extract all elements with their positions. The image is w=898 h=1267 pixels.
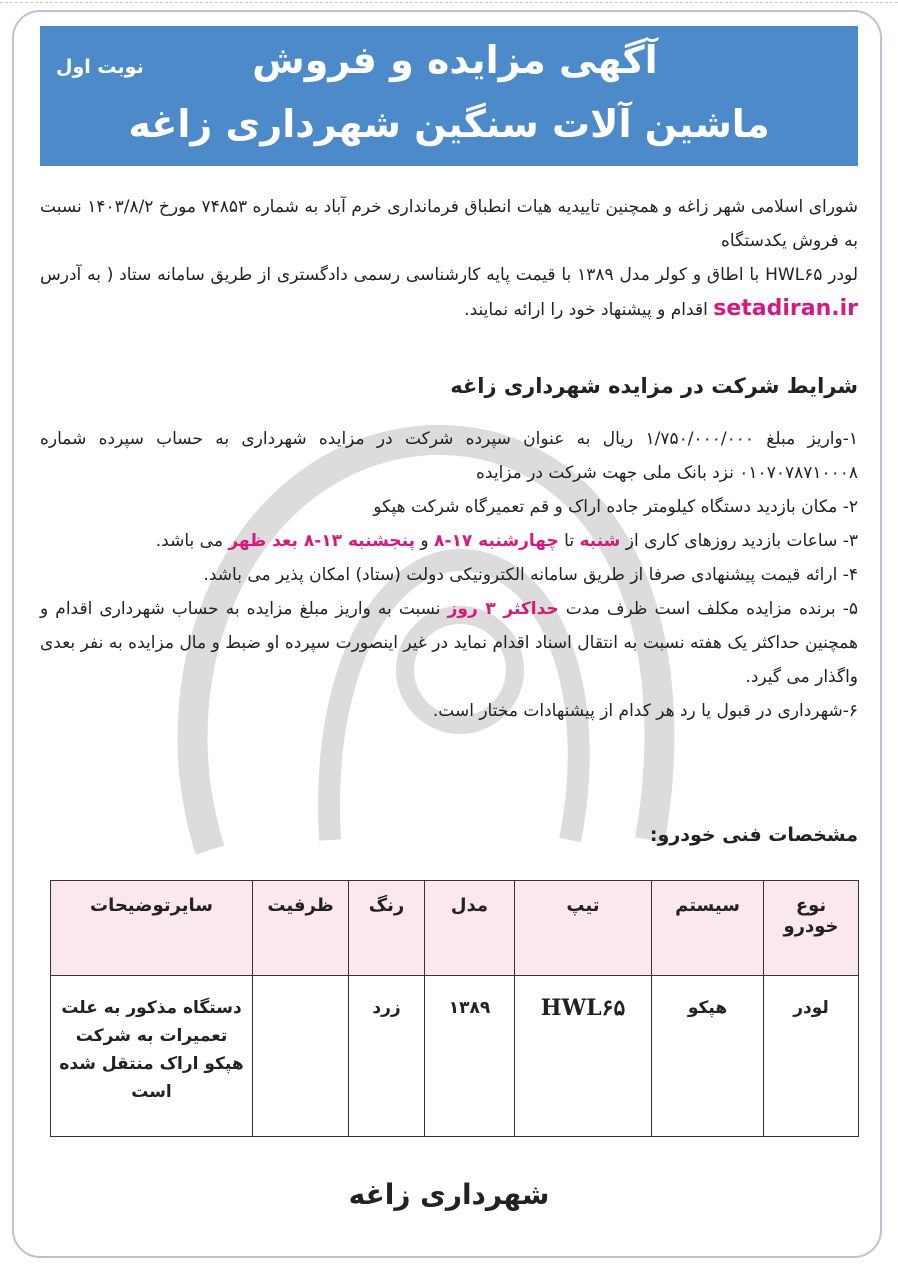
table-header-row — [51, 881, 859, 976]
cell-system: هپکو — [652, 976, 764, 1137]
condition-3-thursday: پنجشنبه ۱۳-۸ بعد ظهر — [228, 531, 416, 551]
header-cell-color: رنگ — [349, 881, 425, 976]
cell-type: لودر — [764, 976, 859, 1137]
header-cell-tip: تیپ — [515, 881, 652, 976]
cell-notes: دستگاه مذکور به علت تعمیرات به شرکت هپکو اراک منتقل شده است — [51, 976, 253, 1137]
top-dashed-line — [0, 2, 898, 3]
round-badge: نوبت اول — [56, 56, 144, 78]
header-cell-capacity: ظرفیت — [253, 881, 349, 976]
condition-3-end: می باشد. — [155, 531, 223, 551]
cell-color: زرد — [349, 976, 425, 1137]
condition-3 — [40, 524, 858, 558]
table-row — [51, 976, 859, 1137]
cell-tip: HWL۶۵ — [515, 976, 652, 1137]
condition-5-rest: نسبت به واریز مبلغ مزایده به حساب شهرداری اقدام و همچنین حداکثر یک هفته نسبت به انتقال اسناد اقدام نماید در غیر اینصورت سپرده او ضبط و مال مزایده به نفر بعدی واگذار می گیرد. — [40, 599, 858, 687]
header-banner — [40, 26, 858, 166]
title-line-1: آگهی مزایده و فروش — [252, 38, 658, 82]
condition-4: ۴- ارائه قیمت پیشنهادی صرفا از طریق سامانه الکترونیکی دولت (ستاد) امکان پذیر می باشد. — [203, 565, 858, 585]
conditions-heading: شرایط شرکت در مزایده شهرداری زاغه — [450, 374, 858, 398]
condition-3-to: تا — [564, 531, 575, 551]
condition-3-saturday: شنبه — [579, 531, 621, 551]
title-line-2: ماشین آلات سنگین شهرداری زاغه — [128, 102, 770, 146]
specs-heading: مشخصات فنی خودرو: — [649, 824, 858, 846]
condition-6: ۶-شهرداری در قبول یا رد هر کدام از پیشنهادات مختار است. — [432, 701, 858, 721]
condition-5 — [40, 592, 858, 694]
header-cell-notes: سایرتوضیحات — [51, 881, 253, 976]
header-cell-type: نوع خودرو — [764, 881, 859, 976]
condition-3-wednesday: چهارشنبه ۱۷-۸ — [434, 531, 559, 551]
specs-table — [50, 880, 859, 1137]
condition-3-and: و — [420, 531, 429, 551]
condition-3-text: ۳- ساعات بازدید روزهای کاری از — [625, 531, 858, 551]
condition-5-text: ۵- برنده مزایده مکلف است ظرف مدت — [565, 599, 859, 619]
cell-model: ۱۳۸۹ — [425, 976, 515, 1137]
intro-text-1: شورای اسلامی شهر زاغه و همچنین تاییدیه هیات انطباق فرمانداری خرم آباد به شماره ۷۴۸۵۳ مورخ ۱۴۰۳/۸/۲ نسبت به فروش یکدستگاه — [40, 197, 858, 251]
header-cell-system: سیستم — [652, 881, 764, 976]
intro-paragraph — [40, 190, 858, 327]
condition-1: ۱-واریز مبلغ ۱/۷۵۰/۰۰۰/۰۰۰ ریال به عنوان سپرده شرکت در مزایده شهرداری به حساب سپرده شماره ۰۱۰۷۰۷۸۷۱۰۰۰۸ نزد بانک ملی جهت شرکت در مزایده — [40, 429, 858, 483]
cell-capacity — [253, 976, 349, 1137]
header-cell-model: مدل — [425, 881, 515, 976]
conditions-list — [40, 422, 858, 728]
footer-signature: شهرداری زاغه — [348, 1178, 550, 1211]
intro-text-2: لودر HWL۶۵ با اطاق و کولر مدل ۱۳۸۹ با قیمت پایه کارشناسی رسمی دادگستری از طریق سامانه ستاد ( به آدرس — [40, 265, 858, 285]
website-link[interactable]: setadiran.ir — [713, 296, 858, 321]
intro-text-3: اقدام و پیشنهاد خود را ارائه نمایند. — [464, 300, 708, 320]
condition-5-deadline: حداکثر ۳ روز — [447, 599, 559, 619]
condition-2: ۲- مکان بازدید دستگاه کیلومتر جاده اراک و قم تعمیرگاه شرکت هپکو — [373, 497, 858, 517]
